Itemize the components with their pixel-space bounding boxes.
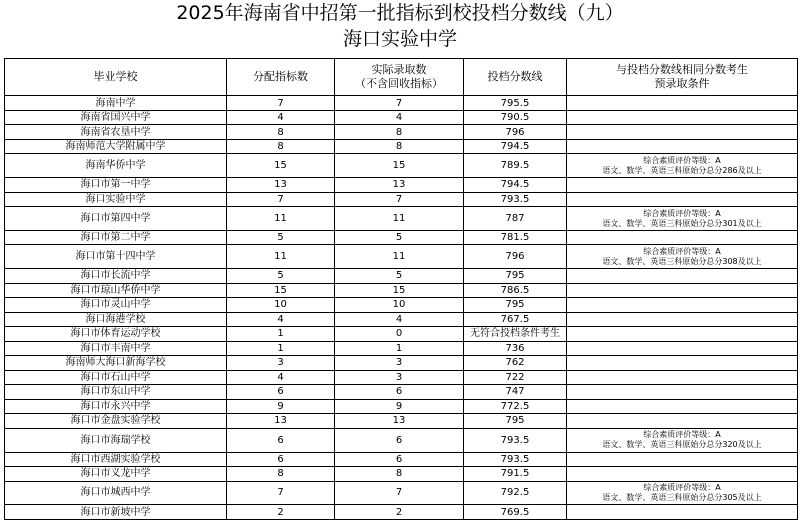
table-row bbox=[5, 110, 798, 125]
cell-score: 794.5 bbox=[464, 178, 567, 193]
header-row bbox=[5, 59, 798, 96]
cell-quota: 15 bbox=[227, 154, 335, 178]
table-row bbox=[5, 96, 798, 111]
table-row bbox=[5, 298, 798, 313]
cell-admitted: 13 bbox=[335, 414, 464, 429]
cell-condition bbox=[567, 154, 798, 178]
cell-condition bbox=[567, 370, 798, 385]
header-admitted-line2: （不含回收指标） bbox=[355, 77, 443, 91]
header-admitted-line1: 实际录取数 bbox=[371, 63, 427, 77]
cell-admitted: 11 bbox=[335, 207, 464, 231]
header-admitted bbox=[335, 59, 464, 96]
condition-scores: 语文、数学、英语三科原始分总分301及以上 bbox=[602, 218, 762, 228]
cell-condition bbox=[567, 110, 798, 125]
cell-school: 海口市西湖实验学校 bbox=[5, 452, 227, 467]
cell-score: 769.5 bbox=[464, 505, 567, 520]
cell-quota: 6 bbox=[227, 452, 335, 467]
cell-condition bbox=[567, 467, 798, 482]
cell-quota: 1 bbox=[227, 327, 335, 342]
table-row bbox=[5, 385, 798, 400]
cell-school: 海口市琼山华侨中学 bbox=[5, 283, 227, 298]
cell-admitted: 10 bbox=[335, 298, 464, 313]
table-row bbox=[5, 428, 798, 452]
table-row bbox=[5, 139, 798, 154]
cell-school: 海口市永兴中学 bbox=[5, 399, 227, 414]
cell-school: 海口市丰南中学 bbox=[5, 341, 227, 356]
cell-score: 795 bbox=[464, 298, 567, 313]
cell-score: 781.5 bbox=[464, 230, 567, 245]
cell-score: 747 bbox=[464, 385, 567, 400]
cell-admitted: 7 bbox=[335, 481, 464, 505]
cell-admitted: 6 bbox=[335, 385, 464, 400]
cell-score: 796 bbox=[464, 125, 567, 140]
cell-admitted: 15 bbox=[335, 283, 464, 298]
cell-condition bbox=[567, 96, 798, 111]
cell-admitted: 7 bbox=[335, 96, 464, 111]
header-quota: 分配指标数 bbox=[227, 59, 335, 96]
cell-condition bbox=[567, 283, 798, 298]
table-row bbox=[5, 327, 798, 342]
cell-condition bbox=[567, 125, 798, 140]
cell-quota: 3 bbox=[227, 356, 335, 371]
cell-quota: 8 bbox=[227, 467, 335, 482]
cell-condition bbox=[567, 428, 798, 452]
cell-quota: 13 bbox=[227, 178, 335, 193]
condition-grade: 综合素质评价等级：A bbox=[643, 430, 721, 440]
cell-admitted: 7 bbox=[335, 192, 464, 207]
cell-quota: 4 bbox=[227, 110, 335, 125]
cell-quota: 4 bbox=[227, 370, 335, 385]
condition-scores: 语文、数学、英语三科原始分总分320及以上 bbox=[602, 440, 762, 450]
cell-quota: 13 bbox=[227, 414, 335, 429]
cell-school: 海口市东山中学 bbox=[5, 385, 227, 400]
cell-admitted: 8 bbox=[335, 139, 464, 154]
cell-quota: 6 bbox=[227, 385, 335, 400]
cell-score: 762 bbox=[464, 356, 567, 371]
table-row bbox=[5, 207, 798, 231]
cell-admitted: 4 bbox=[335, 110, 464, 125]
cell-school: 海口市海瑞学校 bbox=[5, 428, 227, 452]
cell-school: 海口海港学校 bbox=[5, 312, 227, 327]
condition-grade: 综合素质评价等级：A bbox=[643, 208, 721, 218]
cell-admitted: 6 bbox=[335, 452, 464, 467]
cell-school: 海口市第四中学 bbox=[5, 207, 227, 231]
cell-score: 767.5 bbox=[464, 312, 567, 327]
header-condition-line2: 预录取条件 bbox=[654, 77, 710, 91]
cell-admitted: 13 bbox=[335, 178, 464, 193]
cell-admitted: 3 bbox=[335, 370, 464, 385]
cell-score: 无符合投档条件考生 bbox=[464, 327, 567, 342]
header-condition-line1: 与投档分数线相同分数考生 bbox=[616, 63, 748, 77]
header-condition bbox=[567, 59, 798, 96]
cell-score: 791.5 bbox=[464, 467, 567, 482]
cell-quota: 8 bbox=[227, 125, 335, 140]
cell-admitted: 6 bbox=[335, 428, 464, 452]
cell-score: 793.5 bbox=[464, 192, 567, 207]
cell-quota: 15 bbox=[227, 283, 335, 298]
table-row bbox=[5, 452, 798, 467]
cell-score: 772.5 bbox=[464, 399, 567, 414]
header-score: 投档分数线 bbox=[464, 59, 567, 96]
cell-quota: 11 bbox=[227, 245, 335, 269]
table-row bbox=[5, 154, 798, 178]
table-row bbox=[5, 283, 798, 298]
condition-grade: 综合素质评价等级：A bbox=[643, 246, 721, 256]
cell-quota: 11 bbox=[227, 207, 335, 231]
cell-condition bbox=[567, 356, 798, 371]
cell-school: 海南省农垦中学 bbox=[5, 125, 227, 140]
condition-grade: 综合素质评价等级：A bbox=[643, 482, 721, 492]
cell-quota: 1 bbox=[227, 341, 335, 356]
table-row bbox=[5, 467, 798, 482]
table-row bbox=[5, 505, 798, 520]
cell-condition bbox=[567, 230, 798, 245]
cell-score: 794.5 bbox=[464, 139, 567, 154]
cell-quota: 9 bbox=[227, 399, 335, 414]
table-row bbox=[5, 178, 798, 193]
cell-condition bbox=[567, 399, 798, 414]
cell-score: 792.5 bbox=[464, 481, 567, 505]
cell-condition bbox=[567, 178, 798, 193]
cell-admitted: 4 bbox=[335, 312, 464, 327]
cell-condition bbox=[567, 269, 798, 284]
cell-quota: 10 bbox=[227, 298, 335, 313]
cell-quota: 5 bbox=[227, 230, 335, 245]
cell-school: 海南中学 bbox=[5, 96, 227, 111]
cell-score: 789.5 bbox=[464, 154, 567, 178]
cell-school: 海南华侨中学 bbox=[5, 154, 227, 178]
cell-quota: 5 bbox=[227, 269, 335, 284]
cell-school: 海口市第十四中学 bbox=[5, 245, 227, 269]
cell-school: 海口市金盘实验学校 bbox=[5, 414, 227, 429]
cell-condition bbox=[567, 139, 798, 154]
cell-condition bbox=[567, 245, 798, 269]
cell-school: 海南师大海口新海学校 bbox=[5, 356, 227, 371]
condition-scores: 语文、数学、英语三科原始分总分305及以上 bbox=[602, 492, 762, 502]
table-row bbox=[5, 341, 798, 356]
cell-condition bbox=[567, 298, 798, 313]
cell-school: 海南省国兴中学 bbox=[5, 110, 227, 125]
cell-school: 海口市城西中学 bbox=[5, 481, 227, 505]
cell-score: 795.5 bbox=[464, 96, 567, 111]
table-row bbox=[5, 370, 798, 385]
cell-score: 736 bbox=[464, 341, 567, 356]
cell-school: 海口市义龙中学 bbox=[5, 467, 227, 482]
cell-condition bbox=[567, 452, 798, 467]
cell-quota: 7 bbox=[227, 481, 335, 505]
cell-quota: 7 bbox=[227, 192, 335, 207]
cell-admitted: 5 bbox=[335, 230, 464, 245]
cell-school: 海口实验中学 bbox=[5, 192, 227, 207]
cell-score: 790.5 bbox=[464, 110, 567, 125]
table-row bbox=[5, 269, 798, 284]
cell-quota: 2 bbox=[227, 505, 335, 520]
cell-quota: 6 bbox=[227, 428, 335, 452]
table-row bbox=[5, 356, 798, 371]
header-school: 毕业学校 bbox=[5, 59, 227, 96]
cell-school: 海口市第一中学 bbox=[5, 178, 227, 193]
cell-condition bbox=[567, 505, 798, 520]
cell-condition bbox=[567, 312, 798, 327]
cell-condition bbox=[567, 385, 798, 400]
cell-admitted: 0 bbox=[335, 327, 464, 342]
condition-scores: 语文、数学、英语三科原始分总分308及以上 bbox=[602, 256, 762, 266]
cell-score: 793.5 bbox=[464, 428, 567, 452]
condition-grade: 综合素质评价等级：A bbox=[643, 155, 721, 165]
cell-score: 793.5 bbox=[464, 452, 567, 467]
cell-score: 796 bbox=[464, 245, 567, 269]
cell-condition bbox=[567, 481, 798, 505]
cell-score: 722 bbox=[464, 370, 567, 385]
table-row bbox=[5, 481, 798, 505]
cell-admitted: 8 bbox=[335, 125, 464, 140]
cell-admitted: 15 bbox=[335, 154, 464, 178]
cell-score: 795 bbox=[464, 269, 567, 284]
cell-school: 海口市长流中学 bbox=[5, 269, 227, 284]
cell-school: 海口市灵山中学 bbox=[5, 298, 227, 313]
cell-admitted: 2 bbox=[335, 505, 464, 520]
cell-school: 海口市体育运动学校 bbox=[5, 327, 227, 342]
cell-admitted: 5 bbox=[335, 269, 464, 284]
cell-school: 海口市新坡中学 bbox=[5, 505, 227, 520]
cell-quota: 8 bbox=[227, 139, 335, 154]
cell-condition bbox=[567, 327, 798, 342]
table-row bbox=[5, 414, 798, 429]
cell-admitted: 3 bbox=[335, 356, 464, 371]
cell-admitted: 11 bbox=[335, 245, 464, 269]
table-row bbox=[5, 245, 798, 269]
cell-condition bbox=[567, 414, 798, 429]
table-row bbox=[5, 125, 798, 140]
cell-quota: 4 bbox=[227, 312, 335, 327]
cell-condition bbox=[567, 341, 798, 356]
table-row bbox=[5, 230, 798, 245]
table-row bbox=[5, 312, 798, 327]
condition-scores: 语文、数学、英语三科原始分总分286及以上 bbox=[602, 165, 762, 175]
table-row bbox=[5, 399, 798, 414]
cell-admitted: 8 bbox=[335, 467, 464, 482]
cell-school: 海口市第二中学 bbox=[5, 230, 227, 245]
cell-school: 海南师范大学附属中学 bbox=[5, 139, 227, 154]
page-subtitle: 海口实验中学 bbox=[342, 28, 457, 50]
cell-score: 787 bbox=[464, 207, 567, 231]
cell-quota: 7 bbox=[227, 96, 335, 111]
cell-admitted: 9 bbox=[335, 399, 464, 414]
table-row bbox=[5, 192, 798, 207]
admission-table bbox=[4, 58, 798, 520]
cell-admitted: 1 bbox=[335, 341, 464, 356]
cell-condition bbox=[567, 192, 798, 207]
page-title: 2025年海南省中招第一批指标到校投档分数线（九） bbox=[176, 2, 624, 24]
cell-score: 786.5 bbox=[464, 283, 567, 298]
cell-score: 795 bbox=[464, 414, 567, 429]
cell-school: 海口市石山中学 bbox=[5, 370, 227, 385]
cell-condition bbox=[567, 207, 798, 231]
